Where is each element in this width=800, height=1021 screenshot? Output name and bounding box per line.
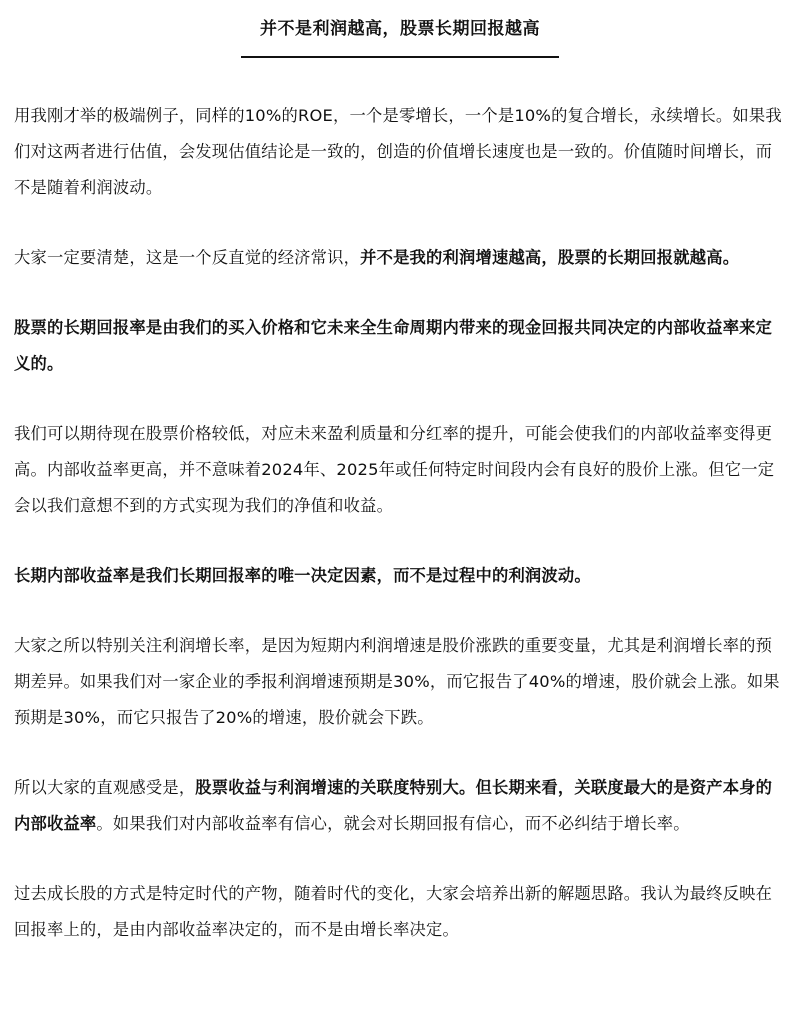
- paragraph-4: 我们可以期待现在股票价格较低，对应未来盈利质量和分红率的提升，可能会使我们的内部收益率变得更高。内部收益率更高，并不意味着2024年、2025年或任何特定时间段内会有良好的股价上涨。但它一定会以我们意想不到的方式实现为我们的净值和收益。: [14, 424, 775, 515]
- paragraph-7-normal-b: 。如果我们对内部收益率有信心，就会对长期回报有信心，而不必纠结于增长率。: [96, 814, 690, 833]
- paragraph-3: 股票的长期回报率是由我们的买入价格和它未来全生命周期内带来的现金回报共同决定的内部收益率来定义的。: [14, 318, 773, 373]
- paragraph-1: 用我刚才举的极端例子，同样的10%的ROE，一个是零增长，一个是10%的复合增长，永续增长。如果我们对这两者进行估值，会发现估值结论是一致的，创造的价值增长速度也是一致的。价值随时间增长，而不是随着利润波动。: [14, 106, 782, 197]
- article-body: [14, 98, 786, 948]
- paragraph-7: [14, 770, 786, 842]
- paragraph-7-normal-a: 所以大家的直观感受是，: [14, 778, 196, 797]
- paragraph-2: [14, 240, 786, 276]
- paragraph-2-bold: 并不是我的利润增速越高，股票的长期回报就越高。: [360, 248, 740, 267]
- paragraph-8: 过去成长股的方式是特定时代的产物，随着时代的变化，大家会培养出新的解题思路。我认为最终反映在回报率上的，是由内部收益率决定的，而不是由增长率决定。: [14, 884, 773, 939]
- paragraph-5: 长期内部收益率是我们长期回报率的唯一决定因素，而不是过程中的利润波动。: [14, 566, 591, 585]
- article-title: 并不是利润越高，股票长期回报越高: [260, 19, 540, 39]
- title-block: [14, 0, 786, 58]
- title-underline: [241, 56, 559, 58]
- paragraph-2-normal: 大家一定要清楚，这是一个反直觉的经济常识，: [14, 248, 361, 267]
- paragraph-6: 大家之所以特别关注利润增长率，是因为短期内利润增速是股价涨跌的重要变量，尤其是利润增长率的预期差异。如果我们对一家企业的季报利润增速预期是30%，而它报告了40%的增速，股价就会上涨。如果预期是30%，而它只报告了20%的增速，股价就会下跌。: [14, 636, 780, 727]
- paragraph-7-bold: 股票收益与利润增速的关联度特别大。但长期来看，关联度最大的是资产本身的内部收益率: [14, 778, 773, 833]
